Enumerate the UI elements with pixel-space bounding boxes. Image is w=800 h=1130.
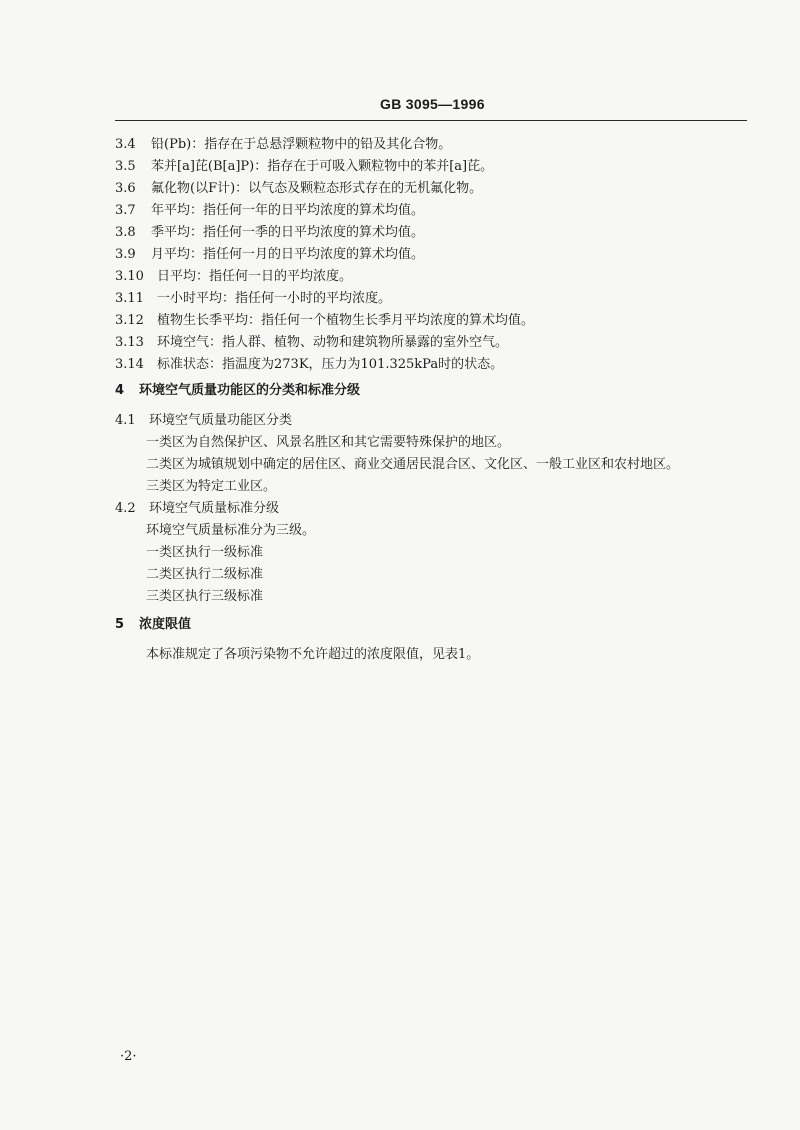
paragraph-line: 一类区为自然保护区、风景名胜区和其它需要特殊保护的地区。	[146, 435, 511, 450]
page-number: ·2·	[120, 1049, 137, 1064]
subsection-title: 环境空气质量标准分级	[149, 501, 280, 516]
definition-text: 苯并[a]芘(B[a]P)：指存在于可吸入颗粒物中的苯并[a]芘。	[151, 159, 494, 174]
definition-number: 3.11	[115, 291, 144, 306]
subsection-4-1-heading	[115, 412, 292, 430]
definition-item	[115, 290, 391, 308]
definition-text: 年平均：指任何一年的日平均浓度的算术均值。	[151, 203, 425, 218]
definition-item	[115, 356, 503, 374]
definition-text: 一小时平均：指任何一小时的平均浓度。	[157, 291, 392, 306]
standard-code: GB 3095—1996	[380, 96, 485, 112]
definition-text: 氟化物(以F计)：以气态及颗粒态形式存在的无机氟化物。	[151, 181, 483, 196]
paragraph-line: 环境空气质量标准分为三级。	[146, 523, 316, 538]
definition-number: 3.12	[115, 313, 144, 328]
paragraph-line: 本标准规定了各项污染物不允许超过的浓度限值，见表1。	[146, 647, 480, 662]
definition-item	[115, 158, 493, 176]
definition-number: 3.4	[115, 137, 136, 152]
definition-text: 季平均：指任何一季的日平均浓度的算术均值。	[151, 225, 425, 240]
section-title: 浓度限值	[139, 617, 192, 632]
definition-text: 植物生长季平均：指任何一个植物生长季月平均浓度的算术均值。	[157, 313, 535, 328]
definition-item	[115, 136, 451, 154]
subsection-number: 4.1	[115, 413, 136, 428]
paragraph-line: 一类区执行一级标准	[146, 545, 264, 560]
definition-item	[115, 246, 424, 264]
definition-item	[115, 202, 424, 220]
definition-number: 3.10	[115, 269, 144, 284]
definition-item	[115, 180, 482, 198]
definition-number: 3.13	[115, 335, 144, 350]
header-rule	[115, 120, 747, 121]
definition-number: 3.5	[115, 159, 136, 174]
definition-number: 3.9	[115, 247, 136, 262]
definition-item	[115, 268, 352, 286]
paragraph-line: 三类区为特定工业区。	[146, 479, 277, 494]
definition-text: 月平均：指任何一月的日平均浓度的算术均值。	[151, 247, 425, 262]
section-number: 4	[115, 383, 125, 398]
definition-item	[115, 224, 424, 242]
definition-number: 3.8	[115, 225, 136, 240]
definition-item	[115, 334, 508, 352]
section-title: 环境空气质量功能区的分类和标准分级	[139, 383, 361, 398]
definition-number: 3.7	[115, 203, 136, 218]
subsection-title: 环境空气质量功能区分类	[149, 413, 293, 428]
definition-number: 3.14	[115, 357, 144, 372]
subsection-number: 4.2	[115, 501, 136, 516]
paragraph-line: 二类区执行二级标准	[146, 567, 264, 582]
definition-number: 3.6	[115, 181, 136, 196]
definition-text: 日平均：指任何一日的平均浓度。	[157, 269, 353, 284]
section-number: 5	[115, 617, 125, 632]
section-4-heading	[115, 382, 360, 400]
subsection-4-2-heading	[115, 500, 279, 518]
definition-item	[115, 312, 534, 330]
paragraph-line: 二类区为城镇规划中确定的居住区、商业交通居民混合区、文化区、一般工业区和农村地区。	[146, 457, 680, 472]
definition-text: 标准状态：指温度为273K，压力为101.325kPa时的状态。	[157, 357, 504, 372]
definition-text: 环境空气：指人群、植物、动物和建筑物所暴露的室外空气。	[157, 335, 509, 350]
section-5-heading	[115, 616, 191, 634]
paragraph-line: 三类区执行三级标准	[146, 589, 264, 604]
definition-text: 铅(Pb)：指存在于总悬浮颗粒物中的铅及其化合物。	[151, 137, 452, 152]
